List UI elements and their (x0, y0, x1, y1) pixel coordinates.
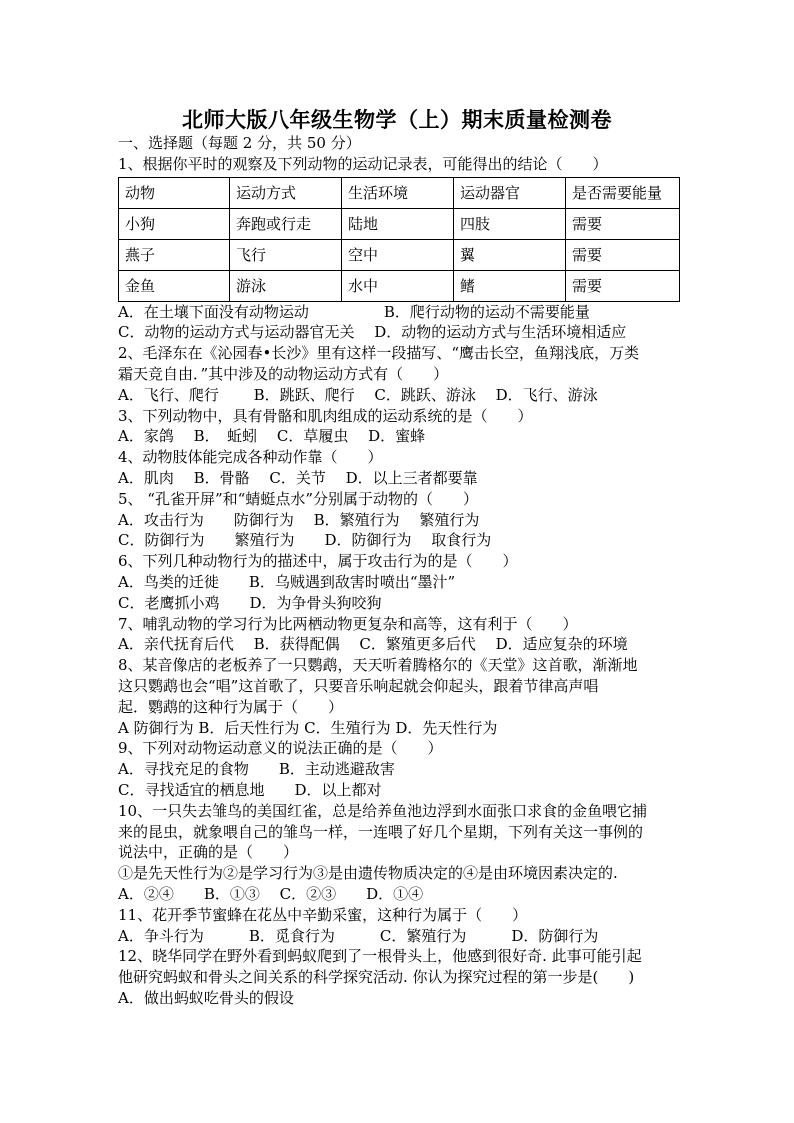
question-line: 8、某音像店的老板养了一只鹦鹉，天天听着腾格尔的《天堂》这首歌，渐渐地 (118, 656, 638, 675)
question-line: 12、晓华同学在野外看到蚂蚁爬到了一根骨头上，他感到很好奇. 此事可能引起 (118, 947, 642, 966)
table-row (119, 270, 680, 301)
question-line: 5、 “孔雀开屏”和“蜻蜓点水”分别属于动物的（ ） (118, 489, 478, 508)
table-cell: 燕子 (119, 239, 230, 270)
option-line: A．飞行、爬行 B．跳跃、爬行 C．跳跃、游泳 D．飞行、游泳 (118, 385, 598, 404)
table-cell: 金鱼 (119, 270, 230, 301)
question-line: 11、花开季节蜜蜂在花丛中辛勤采蜜，这种行为属于（ ） (118, 905, 528, 924)
table-cell: 需要 (566, 208, 680, 239)
question-line: 2、毛泽东在《沁园春•长沙》里有这样一段描写、“鹰击长空，鱼翔浅底，万类 (118, 344, 640, 363)
question-line: 7、哺乳动物的学习行为比两栖动物更复杂和高等，这有利于（ ） (118, 614, 578, 633)
exam-content (118, 133, 688, 1009)
question-line: 说法中，正确的是（ ） (118, 843, 299, 862)
table-cell: 四肢 (454, 208, 566, 239)
table-cell: 需要 (566, 270, 680, 301)
option-line: C．老鹰抓小鸡 D．为争骨头狗咬狗 (118, 593, 382, 612)
table-header-cell: 是否需要能量 (566, 177, 680, 208)
table-header-cell: 运动器官 (454, 177, 566, 208)
table-cell: 水中 (342, 270, 454, 301)
option-line: A．家鸽 B． 蚯蚓 C．草履虫 D．蜜蜂 (118, 427, 426, 446)
table-header-cell: 动物 (119, 177, 230, 208)
question-line: 9、下列对动物运动意义的说法正确的是（ ） (118, 739, 443, 758)
table-cell: 翼 (454, 239, 566, 270)
question-line: 6、下列几种动物行为的描述中，属于攻击行为的是（ ） (118, 552, 518, 571)
table-cell: 游泳 (230, 270, 342, 301)
table-cell: 小狗 (119, 208, 230, 239)
table-cell: 飞行 (230, 239, 342, 270)
animal-movement-table (118, 177, 680, 302)
question-line: 霜天竞自由．”其中涉及的动物运动方式有（ ） (118, 364, 449, 383)
option-line: A．做出蚂蚁吃骨头的假设 (118, 988, 294, 1007)
statement-line: ①是先天性行为②是学习行为③是由遗传物质决定的④是由环境因素决定的. (118, 864, 618, 883)
option-line: C．动物的运动方式与运动器官无关 D．动物的运动方式与生活环境相适应 (118, 323, 627, 342)
question-line: 他研究蚂蚁和骨头之间关系的科学探究活动. 你认为探究过程的第一步是( ) (118, 968, 635, 987)
option-line: A．②④ B．①③ C．②③ D．①④ (118, 884, 424, 903)
option-line: A．寻找充足的食物 B．主动逃避敌害 (118, 760, 395, 779)
option-line: A 防御行为 B．后天性行为 C．生殖行为 D．先天性行为 (118, 718, 498, 737)
question-line: 10、一只失去雏鸟的美国红雀，总是给养鱼池边浮到水面张口求食的金鱼喂它捕 (118, 801, 648, 820)
question-lines (118, 302, 688, 1009)
table-cell: 空中 (342, 239, 454, 270)
section-heading: 一、选择题（每题 2 分，共 50 分） (118, 134, 361, 152)
question-line: 这只鹦鹉也会“唱”这首歌了，只要音乐响起就会仰起头，跟着节律高声唱 (118, 676, 599, 695)
exam-title: 北师大版八年级生物学（上）期末质量检测卷 (182, 107, 612, 132)
question-line: 4、动物肢体能完成各种动作靠（ ） (118, 448, 383, 467)
question-line: 来的昆虫，就象喂自己的雏鸟一样，一连喂了好几个星期，下列有关这一事例的 (118, 822, 644, 841)
option-line: A．肌肉 B．骨骼 C．关节 D．以上三者都要靠 (118, 468, 478, 487)
option-line: C．寻找适宜的栖息地 D．以上都对 (118, 780, 382, 799)
table-cell: 奔跑或行走 (230, 208, 342, 239)
table-row (119, 208, 680, 239)
question-1: 1、根据你平时的观察及下列动物的运动记录表，可能得出的结论（ ） (118, 154, 608, 173)
table-cell: 陆地 (342, 208, 454, 239)
table-header-cell: 运动方式 (230, 177, 342, 208)
table-cell: 鳍 (454, 270, 566, 301)
question-line: 起．鹦鹉的这种行为属于（ ） (118, 697, 344, 716)
option-line: A．鸟类的迁徙 B．乌贼遇到敌害时喷出“墨汁” (118, 572, 456, 591)
table-cell: 需要 (566, 239, 680, 270)
option-line: C．防御行为 繁殖行为 D．防御行为 取食行为 (118, 531, 492, 550)
table-header-cell: 生活环境 (342, 177, 454, 208)
option-line: A．争斗行为 B．觅食行为 C．繁殖行为 D．防御行为 (118, 926, 599, 945)
option-line: A．攻击行为 防御行为 B．繁殖行为 繁殖行为 (118, 510, 480, 529)
option-line: A．在土壤下面没有动物运动 B．爬行动物的运动不需要能量 (118, 302, 590, 321)
question-line: 3、下列动物中，具有骨骼和肌肉组成的运动系统的是（ ） (118, 406, 533, 425)
table-row (119, 239, 680, 270)
option-line: A．亲代抚育后代 B．获得配偶 C．繁殖更多后代 D．适应复杂的环境 (118, 635, 628, 654)
table-header-row (119, 177, 680, 208)
